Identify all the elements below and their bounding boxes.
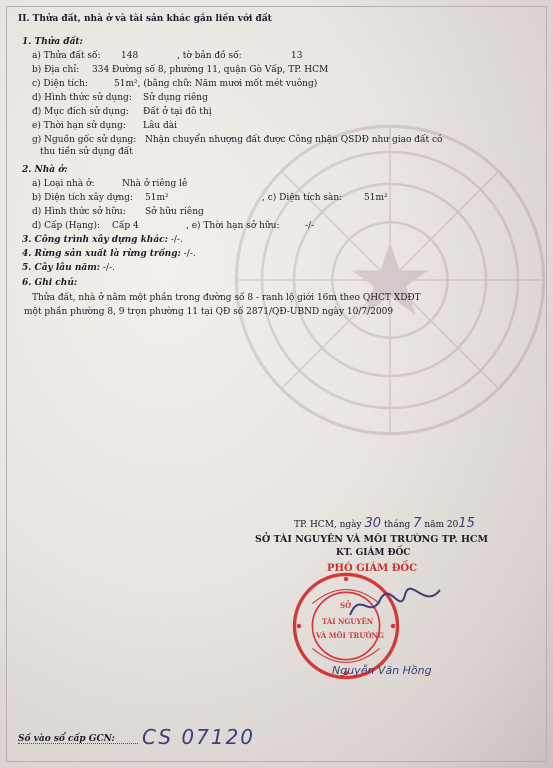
stamp-text-3: VÀ MÔI TRƯỜNG bbox=[316, 631, 384, 640]
registry-dotted-line bbox=[18, 743, 138, 744]
built-area-label: b) Diện tích xây dựng: bbox=[32, 193, 133, 203]
house-type-value: Nhà ở riêng lẻ bbox=[122, 179, 188, 189]
section-title: II. Thửa đất, nhà ở và tài sản khác gắn liền với đất bbox=[18, 14, 272, 24]
registry-label: Số vào sổ cấp GCN: bbox=[18, 734, 115, 744]
built-area-value: 51m² bbox=[145, 193, 169, 203]
purpose-label: đ) Mục đích sử dụng: bbox=[32, 107, 129, 117]
house-type-label: a) Loại nhà ở: bbox=[32, 179, 95, 189]
trees-value: -/-. bbox=[102, 263, 115, 273]
place-date-prefix: TP. HCM, ngày bbox=[294, 520, 362, 530]
trees-heading: 5. Cây lâu năm: bbox=[22, 263, 101, 273]
use-form-value: Sử dụng riêng bbox=[143, 93, 208, 103]
forest-row bbox=[22, 249, 196, 260]
works-row bbox=[22, 235, 183, 246]
kt-director: KT. GIÁM ĐỐC bbox=[336, 548, 411, 558]
address-value: 334 Đường số 8, phường 11, quận Gò Vấp, TP. HCM bbox=[92, 65, 329, 75]
parcel-label: a) Thửa đất số: bbox=[32, 51, 101, 61]
area-label: c) Diện tích: bbox=[32, 79, 88, 89]
own-term-label: , e) Thời hạn sở hữu: bbox=[186, 221, 280, 231]
works-heading: 3. Công trình xây dựng khác: bbox=[22, 235, 168, 245]
month-label: tháng bbox=[383, 520, 411, 530]
map-sheet-label: , tờ bản đồ số: bbox=[177, 51, 242, 61]
stamp-text-1: SỞ bbox=[340, 601, 352, 610]
notes-heading: 6. Ghi chú: bbox=[22, 278, 78, 288]
sign-day: 30 bbox=[364, 516, 382, 531]
grade-label: d) Cấp (Hạng): bbox=[32, 221, 100, 231]
origin-line2: thu tiền sử dụng đất bbox=[40, 147, 133, 157]
trees-row bbox=[22, 263, 115, 274]
drum-watermark-icon bbox=[230, 120, 550, 440]
floor-area-value: 51m² bbox=[364, 193, 388, 203]
signer-name: Nguyễn Văn Hồng bbox=[332, 664, 432, 677]
notes-line2: một phần phường 8, 9 trọn phường 11 tại QĐ số 2871/QĐ-UBND ngày 10/7/2009 bbox=[24, 307, 394, 317]
use-form-label: d) Hình thức sử dụng: bbox=[32, 93, 132, 103]
agency-name: SỞ TÀI NGUYÊN VÀ MÔI TRƯỜNG TP. HCM bbox=[255, 534, 489, 545]
signature-icon bbox=[345, 585, 445, 625]
map-sheet-number: 13 bbox=[291, 51, 303, 61]
floor-area-label: , c) Diện tích sàn: bbox=[262, 193, 343, 203]
origin-label: g) Nguồn gốc sử dụng: bbox=[32, 135, 137, 145]
term-label: e) Thời hạn sử dụng: bbox=[32, 121, 126, 131]
parcel-number: 148 bbox=[121, 51, 139, 61]
address-label: b) Địa chỉ: bbox=[32, 65, 80, 75]
stamp-text-2: TÀI NGUYÊN bbox=[322, 617, 374, 626]
sign-month: 7 bbox=[413, 516, 422, 531]
ownership-label: d) Hình thức sở hữu: bbox=[32, 207, 126, 217]
place-date bbox=[294, 518, 475, 531]
term-value: Lâu dài bbox=[143, 121, 178, 131]
ownership-value: Sở hữu riêng bbox=[145, 207, 204, 217]
forest-heading: 4. Rừng sản xuất là rừng trồng: bbox=[22, 249, 181, 259]
year-label: năm 20 bbox=[424, 520, 459, 530]
purpose-value: Đất ở tại đô thị bbox=[143, 107, 212, 117]
registry-number: CS 07120 bbox=[142, 725, 256, 749]
forest-value: -/-. bbox=[183, 249, 196, 259]
own-term-value: -/- bbox=[305, 221, 315, 231]
area-value: 51m², (bằng chữ: Năm mươi mốt mét vuông) bbox=[114, 79, 318, 89]
sign-year: 15 bbox=[458, 516, 475, 531]
land-heading: 1. Thửa đất: bbox=[22, 37, 83, 47]
notes-line1: Thửa đất, nhà ở nằm một phần trong đường số 8 - ranh lộ giới 16m theo QHCT XDĐT bbox=[32, 293, 421, 303]
origin-line1: Nhận chuyển nhượng đất được Công nhận QSDĐ như giao đất có bbox=[145, 135, 443, 145]
house-heading: 2. Nhà ở: bbox=[22, 165, 68, 175]
grade-value: Cấp 4 bbox=[112, 221, 139, 231]
works-value: -/-. bbox=[170, 235, 183, 245]
deputy-director: PHÓ GIÁM ĐỐC bbox=[327, 563, 418, 574]
